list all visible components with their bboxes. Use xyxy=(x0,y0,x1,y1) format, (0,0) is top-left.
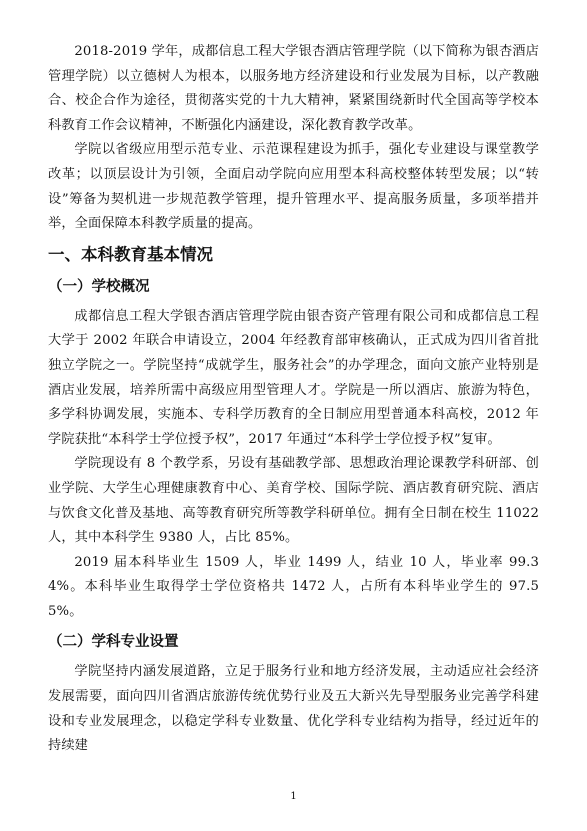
school-overview-paragraph-1: 成都信息工程大学银杏酒店管理学院由银杏资产管理有限公司和成都信息工程大学于 2002 年联合申请设立，2004 年经教育部审核确认，正式成为四川省首批独立学院之一。学院坚持“成就学生，服务社会”的办学理念，面向文旅产业特别是酒店业发展，培养所需中高级应用型管理人才。学院是一所以酒店、旅游为特色，多学科协调发展，实施本、专科学历教育的全日制应用型普通本科高校，2012 年学院获批“本科学士学位授予权”，2017 年通过“本科学士学位授予权”复审。 xyxy=(48,308,539,447)
subsection-heading-discipline-setup: （二）学科专业设置 xyxy=(48,634,179,651)
intro-paragraph-1: 2018-2019 学年，成都信息工程大学银杏酒店管理学院（以下简称为银杏酒店管理学院）以立德树人为根本，以服务地方经济建设和行业发展为目标，以产教融合、校企合作为途径，贯彻落实党的十九大精神，紧紧围绕新时代全国高等学校本科教育工作会议精神，不断强化内涵建设，深化教育教学改革。 xyxy=(48,44,539,133)
school-overview-paragraph-2: 学院现设有 8 个教学系，另设有基础教学部、思想政治理论课教学科研部、创业学院、大学生心理健康教育中心、美育学校、国际学院、酒店教育研究院、酒店与饮食文化普及基地、高等教育研究所等教学科研单位。拥有全日制在校生 11022 人，其中本科学生 9380 人，占比 85%。 xyxy=(48,456,539,546)
subsection-heading-school-overview: （一）学校概况 xyxy=(48,278,150,295)
school-overview-paragraph-3: 2019 届本科毕业生 1509 人，毕业 1499 人，结业 10 人，毕业率 99.34%。本科毕业生取得学士学位资格共 1472 人，占所有本科毕业学生的 97.55%。 xyxy=(48,554,539,619)
section-heading-undergraduate-overview: 一、本科教育基本情况 xyxy=(48,244,213,264)
intro-paragraph-2: 学院以省级应用型示范专业、示范课程建设为抓手，强化专业建设与课堂教学改革；以顶层设计为引领，全面启动学院向应用型本科高校整体转型发展；以“转设”筹备为契机进一步规范教学管理，提升管理水平、提高服务质量，多项举措并举，全面保障本科教学质量的提高。 xyxy=(48,142,539,232)
discipline-setup-paragraph-1: 学院坚持内涵发展道路，立足于服务行业和地方经济发展，主动适应社会经济发展需要，面向四川省酒店旅游传统优势行业及五大新兴先导型服务业完善学科建设和专业发展理念，以稳定学科专业数量、优化学科专业结构为指导，经过近年的持续建 xyxy=(48,664,539,754)
page-number: 1 xyxy=(290,791,297,802)
